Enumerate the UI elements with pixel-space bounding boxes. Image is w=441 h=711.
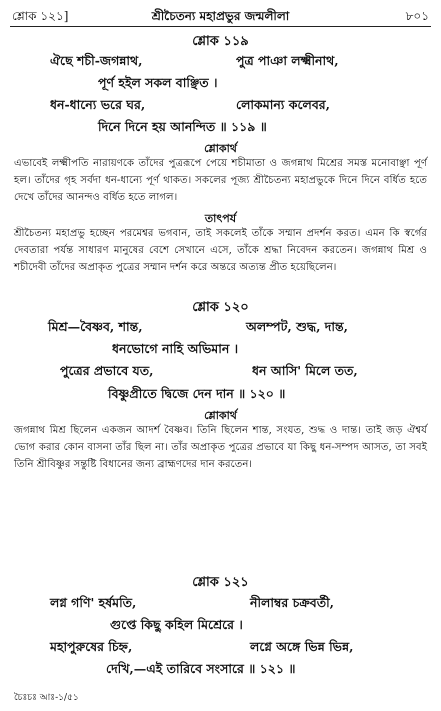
verse-119-line-4: ধন-ধান্যে ভরে ঘর,	[50, 97, 146, 112]
verse-120-line-1: মিশ্র—বৈষ্ণব, শান্ত,	[48, 319, 143, 334]
verse-120-line-4: পুত্রের প্রভাবে যত,	[60, 363, 154, 378]
verse-119-line-6: দিনে দিনে হয় আনন্দিত ॥ ১১৯ ॥	[98, 119, 267, 134]
verse-119-purport-text: শ্রীচৈতন্য মহাপ্রভু হচ্ছেন পরমেশ্বর ভগবান, তাই সকলেই তাঁকে সম্মান প্রদর্শন করত। এমন কি স্বর্গের দেবতারা পর্যন্ত সাধারণ মানুষের বেশে সেখানে এসে, তাঁকে শ্রদ্ধা নিবেদন করতেন। জগন্নাথ মিশ্র ও শচীদেবী তাঁদের অপ্রাকৃত পুত্রের সম্মান দর্শন করে অন্তরে অত্যন্ত প্রীত হয়েছিলেন।	[14, 228, 427, 273]
verse-119-line-2: পুত্র পাঞা লক্ষ্মীনাথ,	[236, 53, 339, 68]
verse-119-line-5: লোকমান্য কলেবর,	[236, 97, 331, 112]
verse-120-title: শ্লোক ১২০	[192, 300, 249, 315]
verse-120-line-6: বিষ্ণুপ্রীতে দ্বিজে দেন দান ॥ ১২০ ॥	[108, 386, 286, 401]
verse-119-translation-text: এভাবেই লক্ষ্মীপতি নারায়ণকে তাঁদের পুত্ররূপে পেয়ে শচীমাতা ও জগন্নাথ মিশ্রের সমস্ত মনোবাঞ্ছা পূর্ণ হল। তাঁদের গৃহ সর্বদা ধন-ধান্যে পূর্ণ থাকত। সকলের পূজ্য শ্রীচৈতন্য মহাপ্রভুকে দিনে দিনে বর্ধিত হতে দেখে তাঁদের আনন্দও বর্ধিত হতে লাগল।	[14, 158, 427, 203]
verse-119-translation-heading: শ্লোকার্থ	[204, 142, 237, 155]
verse-120-line-2: অলম্পট, শুদ্ধ, দান্ত,	[246, 319, 348, 334]
verse-120-line-5: ধন আসি' মিলে তত,	[252, 363, 358, 378]
verse-120-translation-heading: শ্লোকার্থ	[204, 409, 237, 422]
verse-121-line-2: নীলাম্বর চক্রবর্তী,	[250, 595, 335, 610]
verse-121-line-1: লগ্ন গণি' হর্ষমতি,	[50, 595, 137, 610]
header-chapter-title: শ্রীচৈতন্য মহাপ্রভুর জন্মলীলা	[151, 9, 290, 23]
header-page-number: ৮০১	[405, 9, 429, 23]
verse-121-line-3: গুপ্তে কিছু কহিল মিশ্রেরে ।	[110, 617, 243, 632]
verse-121-line-5: লগ্নে অঙ্গে ভিন্ন ভিন্ন,	[250, 639, 354, 654]
verse-120-line-3: ধনভোগে নাহি অভিমান ।	[112, 341, 239, 356]
verse-119-purport	[14, 225, 427, 276]
page-header	[12, 6, 429, 26]
header-rule	[10, 26, 431, 27]
header-verse-range: শ্লোক ১২১]	[12, 9, 69, 23]
verse-121-title: শ্লোক ১২১	[192, 575, 249, 590]
verse-121-line-6: দেখি,—এই তারিবে সংসারে ॥ ১২১ ॥	[106, 661, 296, 676]
verse-119-purport-heading: তাৎপর্য	[204, 212, 237, 225]
verse-119-title: শ্লোক ১১৯	[192, 34, 249, 49]
verse-119-translation	[14, 155, 427, 206]
verse-120-translation	[14, 422, 427, 473]
verse-119-line-3: পূর্ণ হইল সকল বাঞ্ছিত ।	[98, 75, 218, 90]
verse-121-line-4: মহাপুরুষের চিহ্ন,	[50, 639, 133, 654]
verse-120-translation-text: জগন্নাথ মিশ্র ছিলেন একজন আদর্শ বৈষ্ণব। তিনি ছিলেন শান্ত, সংযত, শুদ্ধ ও দান্ত। তাই জড় ঐশ্বর্য ভোগ করার কোন বাসনা তাঁর ছিল না। তাঁর অপ্রাকৃত পুত্রের প্রভাবে যা কিছু ধন-সম্পদ আসত, তা সবই তিনি শ্রীবিষ্ণুর সন্তুষ্টি বিধানের জন্য ব্রাহ্মণদের দান করতেন।	[14, 425, 427, 470]
page-footer-signature: চৈঃচঃ আঃ-১/৫১	[14, 693, 79, 703]
verse-119-line-1: ঐছে শচী-জগন্নাথ,	[50, 53, 143, 68]
